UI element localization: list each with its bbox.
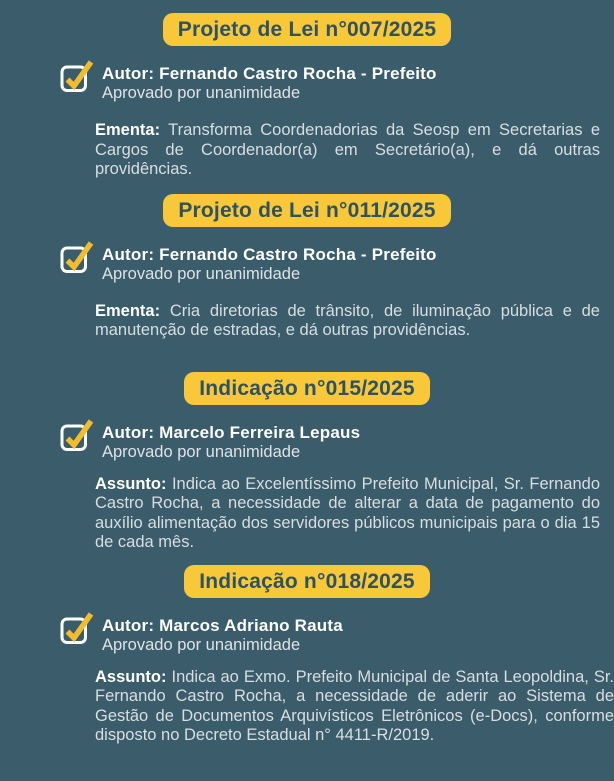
author-row	[60, 63, 600, 103]
section-title-row	[0, 372, 614, 405]
section-body	[95, 668, 614, 746]
author-block	[102, 615, 343, 655]
section-body	[95, 302, 600, 341]
body-label: Assunto:	[95, 667, 167, 686]
author-name: Autor: Fernando Castro Rocha - Prefeito	[102, 244, 437, 264]
author-block	[102, 244, 437, 284]
author-block	[102, 63, 437, 103]
law-section	[0, 13, 614, 180]
approval-status: Aprovado por unanimidade	[102, 264, 301, 283]
section-title-row	[0, 194, 614, 227]
author-name: Autor: Marcos Adriano Rauta	[102, 615, 343, 635]
body-label: Ementa:	[95, 121, 161, 139]
author-block	[102, 422, 360, 462]
author-row	[60, 422, 600, 462]
approval-status: Aprovado por unanimidade	[102, 442, 301, 461]
approval-status: Aprovado por unanimidade	[102, 84, 301, 102]
body-label: Ementa:	[95, 301, 161, 320]
section-title-badge: Indicação n°015/2025	[184, 372, 430, 405]
checkmark-in-box-icon	[60, 611, 95, 645]
section-title-row	[0, 565, 614, 598]
section-title-badge: Projeto de Lei n°007/2025	[163, 13, 452, 46]
section-title-badge: Projeto de Lei n°011/2025	[163, 194, 450, 227]
author-row	[60, 244, 600, 284]
author-name: Autor: Fernando Castro Rocha - Prefeito	[102, 64, 437, 83]
checkmark-in-box-icon	[60, 418, 95, 452]
body-text: Indica ao Excelentíssimo Prefeito Municipal, Sr. Fernando Castro Rocha, a necessidade de alterar a data de pagamento do auxílio alimentação dos servidores públicos municipais para o dia 15 de cada mês.	[95, 474, 601, 551]
body-text: Cria diretorias de trânsito, de iluminação pública e de manutenção de estradas, e dá outras providências.	[95, 301, 600, 339]
checkmark-in-box-icon	[60, 59, 95, 93]
body-label: Assunto:	[95, 474, 167, 493]
author-row	[60, 615, 600, 655]
session-results-flyer	[0, 13, 614, 781]
section-body	[95, 121, 600, 180]
section-body	[95, 475, 600, 553]
body-text: Indica ao Exmo. Prefeito Municipal de Santa Leopoldina, Sr. Fernando Castro Rocha, a necessidade de aderir ao Sistema de Gestão de Documentos Arquivísticos Eletrônicos (e-Docs), conforme disposto no Decreto Estadual n° 4411-R/2019.	[95, 667, 614, 744]
checkmark-in-box-icon	[60, 240, 95, 274]
indication-section	[0, 565, 614, 746]
body-text: Transforma Coordenadorias da Seosp em Secretarias e Cargos de Coordenador(a) em Secretário(a), e dá outras providências.	[95, 121, 600, 178]
approval-status: Aprovado por unanimidade	[102, 635, 301, 654]
section-title-row	[0, 13, 614, 46]
indication-section	[0, 372, 614, 553]
author-name: Autor: Marcelo Ferreira Lepaus	[102, 422, 361, 442]
section-title-badge: Indicação n°018/2025	[184, 565, 430, 598]
law-section	[0, 194, 614, 341]
